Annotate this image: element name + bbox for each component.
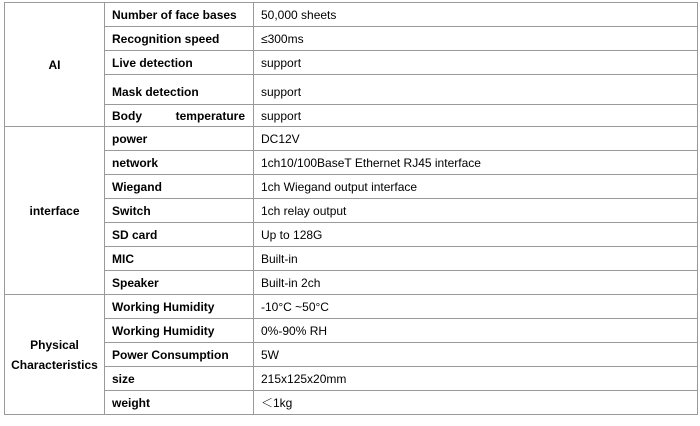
table-row: [5, 247, 698, 271]
row-value: DC12V: [254, 127, 698, 151]
row-value: 1ch Wiegand output interface: [254, 175, 698, 199]
row-label: size: [105, 367, 254, 391]
table-row: [5, 199, 698, 223]
table-row: [5, 27, 698, 51]
group-interface-title: interface: [5, 127, 105, 295]
table-row: [5, 367, 698, 391]
row-value: -10°C ~50°C: [254, 295, 698, 319]
row-label: SD card: [105, 223, 254, 247]
row-value: 0%-90% RH: [254, 319, 698, 343]
row-label: Speaker: [105, 271, 254, 295]
table-row: [5, 3, 698, 27]
row-value: Built-in: [254, 247, 698, 271]
row-value: Built-in 2ch: [254, 271, 698, 295]
row-value: Up to 128G: [254, 223, 698, 247]
row-label: Recognition speed: [105, 27, 254, 51]
group-ai-title: AI: [5, 3, 105, 127]
table-row: [5, 223, 698, 247]
row-label: Working Humidity: [105, 295, 254, 319]
spec-table: [4, 2, 698, 415]
row-value: 1ch10/100BaseT Ethernet RJ45 interface: [254, 151, 698, 175]
table-row: [5, 295, 698, 319]
group-title-line: Characteristics: [11, 357, 98, 372]
row-label: MIC: [105, 247, 254, 271]
row-value: 50,000 sheets: [254, 3, 698, 27]
row-value: support: [254, 51, 698, 75]
row-value: ≤300ms: [254, 27, 698, 51]
row-label: network: [105, 151, 254, 175]
row-value: 215x125x20mm: [254, 367, 698, 391]
label-part: temperature: [175, 108, 245, 123]
table-row: [5, 343, 698, 367]
row-label: Live detection: [105, 51, 254, 75]
row-label: Number of face bases: [105, 3, 254, 27]
row-value: support: [254, 105, 698, 127]
row-label: Wiegand: [105, 175, 254, 199]
label-part: Body: [112, 108, 142, 123]
table-row: [5, 105, 698, 127]
table-row: [5, 319, 698, 343]
row-value: 1ch relay output: [254, 199, 698, 223]
table-row: [5, 391, 698, 415]
table-row: [5, 127, 698, 151]
row-label-body-temperature: [105, 105, 254, 127]
table-row: [5, 75, 698, 105]
group-physical-title: [5, 295, 105, 415]
table-row: [5, 151, 698, 175]
table-row: [5, 51, 698, 75]
table-row: [5, 175, 698, 199]
row-label: power: [105, 127, 254, 151]
row-label: Power Consumption: [105, 343, 254, 367]
row-value: support: [254, 75, 698, 105]
row-label: Working Humidity: [105, 319, 254, 343]
row-label: Switch: [105, 199, 254, 223]
row-value: 5W: [254, 343, 698, 367]
row-label: Mask detection: [105, 75, 254, 105]
group-title-line: Physical: [30, 337, 79, 352]
row-value: ＜1kg: [254, 391, 698, 415]
row-label: weight: [105, 391, 254, 415]
table-row: [5, 271, 698, 295]
